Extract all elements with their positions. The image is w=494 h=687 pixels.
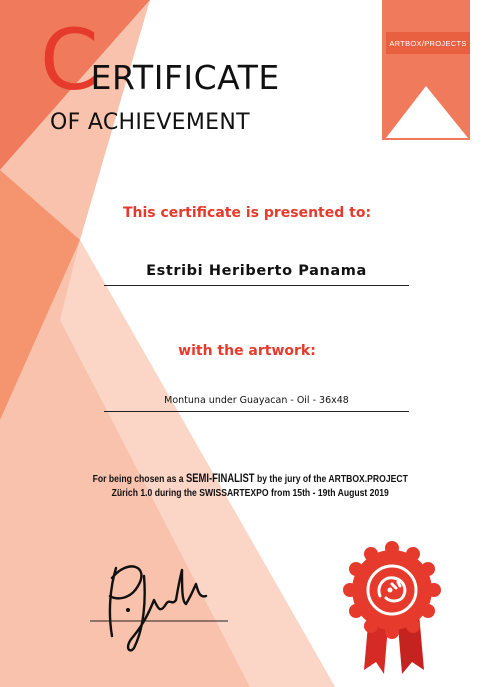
logo-text: ARTBOX/PROJECTS — [389, 39, 467, 48]
title-initial: C — [40, 11, 97, 109]
description — [48, 472, 453, 500]
title-rest: ERTIFICATE — [90, 58, 280, 97]
artwork-title: Montuna under Guayacan - Oil - 36x48 — [164, 395, 349, 406]
certificate-title — [40, 11, 280, 109]
certificate-subtitle: OF ACHIEVEMENT — [50, 110, 250, 135]
recipient-name: Estribi Heriberto Panama — [146, 263, 367, 279]
presented-label: This certificate is presented to: — [122, 205, 372, 221]
artbox-logo — [382, 0, 470, 140]
award-rosette-icon — [340, 540, 445, 680]
artwork-label: with the artwork: — [178, 343, 316, 359]
signature-icon — [88, 548, 238, 658]
description-part2: by the jury of the ARTBOX.PROJECT — [254, 473, 408, 485]
description-highlight: SEMI-FINALIST — [185, 473, 255, 485]
description-line2: Zürich 1.0 during the SWISSARTEXPO from 15th - 19th August 2019 — [111, 487, 389, 499]
recipient-underline — [104, 285, 409, 286]
artwork-underline — [104, 411, 409, 412]
description-part1: For being chosen as a — [92, 473, 186, 485]
